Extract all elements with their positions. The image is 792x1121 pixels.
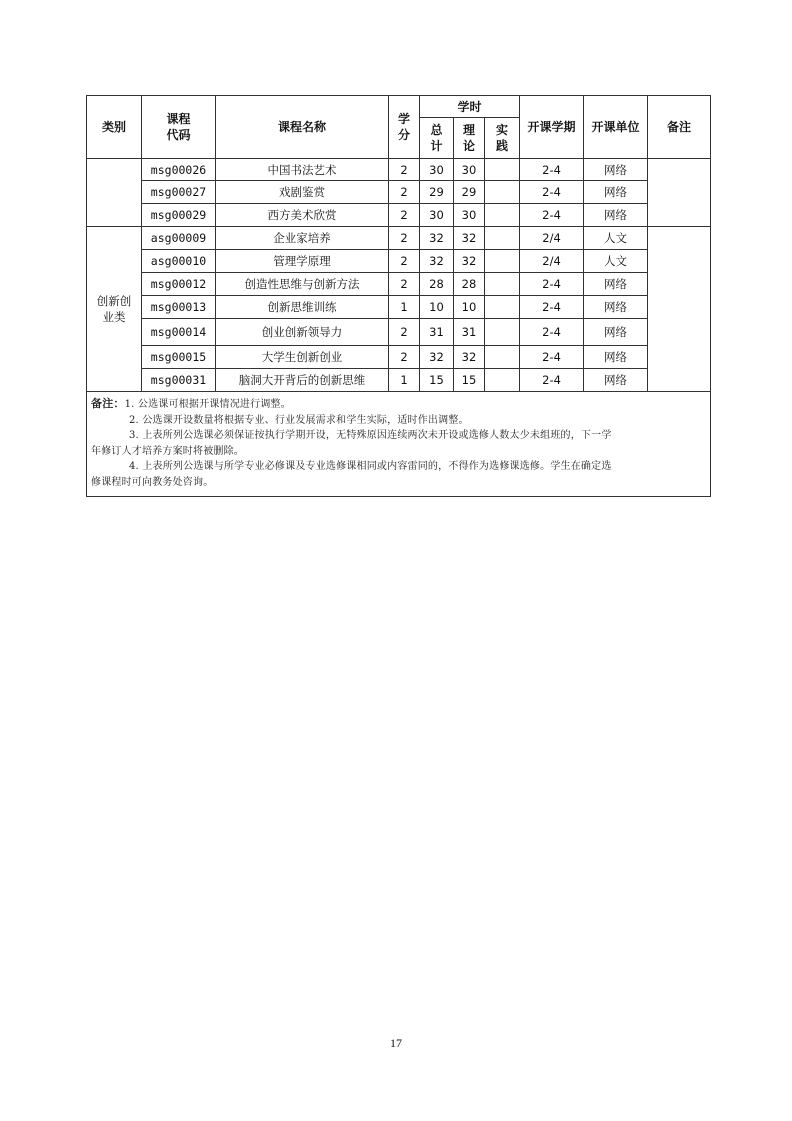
course-credit: 2 [389, 181, 420, 204]
table-row [87, 250, 711, 273]
course-total-hours: 30 [420, 159, 454, 181]
table-row [87, 319, 711, 346]
course-semester: 2-4 [520, 319, 584, 346]
category-innovation-line1: 创新创 [96, 294, 132, 308]
course-total-hours: 10 [420, 296, 454, 319]
course-theory-hours: 32 [454, 250, 485, 273]
course-total-hours: 30 [420, 204, 454, 227]
course-credit: 1 [389, 369, 420, 392]
course-code: msg00012 [142, 273, 216, 296]
header-unit: 开课单位 [584, 96, 648, 159]
note-line-1 [91, 396, 706, 413]
course-name: 企业家培养 [216, 227, 389, 250]
course-semester: 2-4 [520, 369, 584, 392]
course-credit: 2 [389, 227, 420, 250]
course-practice-hours [485, 250, 520, 273]
remarks-cell-group1 [648, 159, 711, 227]
header-practice-hours [485, 118, 520, 159]
header-credit [389, 96, 420, 159]
course-practice-hours [485, 346, 520, 369]
course-total-hours: 32 [420, 227, 454, 250]
header-theory-line2: 论 [462, 139, 475, 153]
note-text-1: 1. 公选课可根据开课情况进行调整。 [124, 399, 291, 410]
header-code-line2: 代码 [166, 128, 191, 142]
header-category: 类别 [87, 96, 142, 159]
page-number: 17 [390, 1036, 402, 1050]
course-practice-hours [485, 159, 520, 181]
course-name: 管理学原理 [216, 250, 389, 273]
course-credit: 2 [389, 319, 420, 346]
course-unit: 人文 [584, 227, 648, 250]
course-name: 创新思维训练 [216, 296, 389, 319]
course-practice-hours [485, 204, 520, 227]
table-row [87, 346, 711, 369]
course-theory-hours: 28 [454, 273, 485, 296]
course-name: 中国书法艺术 [216, 159, 389, 181]
header-credit-line1: 学 [397, 112, 410, 126]
course-credit: 2 [389, 204, 420, 227]
course-practice-hours [485, 273, 520, 296]
course-unit: 网络 [584, 319, 648, 346]
course-name: 创业创新领导力 [216, 319, 389, 346]
course-code: msg00026 [142, 159, 216, 181]
course-name: 大学生创新创业 [216, 346, 389, 369]
header-course-name: 课程名称 [216, 96, 389, 159]
course-total-hours: 29 [420, 181, 454, 204]
table-row [87, 181, 711, 204]
note-line-3a: 3. 上表所列公选课必须保证按执行学期开设，无特殊原因连续两次未开设或选修人数太少未组班的，下一学 [129, 430, 612, 441]
course-unit: 人文 [584, 250, 648, 273]
course-semester: 2-4 [520, 204, 584, 227]
header-practice-line2: 践 [496, 139, 509, 153]
course-total-hours: 28 [420, 273, 454, 296]
header-code-line1: 课程 [166, 112, 191, 126]
header-total-line2: 计 [430, 139, 443, 153]
course-theory-hours: 29 [454, 181, 485, 204]
course-unit: 网络 [584, 273, 648, 296]
notes-title: 备注： [91, 397, 125, 410]
course-theory-hours: 15 [454, 369, 485, 392]
course-practice-hours [485, 227, 520, 250]
header-total-hours [420, 118, 454, 159]
course-unit: 网络 [584, 181, 648, 204]
table-row [87, 296, 711, 319]
course-name: 戏剧鉴赏 [216, 181, 389, 204]
header-theory-hours [454, 118, 485, 159]
course-credit: 1 [389, 296, 420, 319]
table-row [87, 204, 711, 227]
course-name: 西方美术欣赏 [216, 204, 389, 227]
course-theory-hours: 32 [454, 346, 485, 369]
header-theory-line1: 理 [462, 123, 475, 137]
course-table-container [86, 95, 710, 497]
course-unit: 网络 [584, 296, 648, 319]
course-semester: 2/4 [520, 227, 584, 250]
course-theory-hours: 10 [454, 296, 485, 319]
header-credit-line2: 分 [397, 128, 410, 142]
course-semester: 2-4 [520, 181, 584, 204]
course-code: msg00031 [142, 369, 216, 392]
course-code: msg00015 [142, 346, 216, 369]
header-remarks: 备注 [648, 96, 711, 159]
course-total-hours: 32 [420, 250, 454, 273]
category-cell-group1 [87, 159, 142, 227]
course-name: 脑洞大开背后的创新思维 [216, 369, 389, 392]
course-code: asg00009 [142, 227, 216, 250]
note-line-4b: 修课程时可向教务处咨询。 [91, 476, 214, 488]
course-code: msg00014 [142, 319, 216, 346]
table-row [87, 369, 711, 392]
notes-cell [87, 392, 711, 497]
header-total-line1: 总 [430, 123, 443, 137]
header-course-code [142, 96, 216, 159]
remarks-cell-innovation [648, 227, 711, 392]
course-total-hours: 31 [420, 319, 454, 346]
header-semester: 开课学期 [520, 96, 584, 159]
course-semester: 2-4 [520, 346, 584, 369]
table-row [87, 159, 711, 181]
course-name: 创造性思维与创新方法 [216, 273, 389, 296]
course-code: msg00013 [142, 296, 216, 319]
course-practice-hours [485, 369, 520, 392]
notes-row [87, 392, 711, 497]
course-unit: 网络 [584, 204, 648, 227]
course-code: asg00010 [142, 250, 216, 273]
course-unit: 网络 [584, 159, 648, 181]
course-table [86, 95, 711, 497]
note-line-3b: 年修订人才培养方案时将被删除。 [91, 445, 244, 457]
course-unit: 网络 [584, 369, 648, 392]
course-semester: 2-4 [520, 159, 584, 181]
course-credit: 2 [389, 250, 420, 273]
course-theory-hours: 30 [454, 204, 485, 227]
course-credit: 2 [389, 273, 420, 296]
course-practice-hours [485, 296, 520, 319]
course-semester: 2-4 [520, 273, 584, 296]
note-line-4a: 4. 上表所列公选课与所学专业必修课及专业选修课相同或内容雷同的，不得作为选修课选修。学生在确定选 [129, 461, 612, 472]
course-semester: 2-4 [520, 296, 584, 319]
course-credit: 2 [389, 346, 420, 369]
table-row [87, 227, 711, 250]
course-practice-hours [485, 319, 520, 346]
course-code: msg00027 [142, 181, 216, 204]
course-theory-hours: 31 [454, 319, 485, 346]
course-theory-hours: 30 [454, 159, 485, 181]
course-credit: 2 [389, 159, 420, 181]
header-practice-line1: 实 [496, 123, 509, 137]
note-line-2: 2. 公选课开设数量将根据专业、行业发展需求和学生实际，适时作出调整。 [129, 414, 469, 426]
category-innovation-line2: 业类 [102, 310, 126, 324]
course-semester: 2/4 [520, 250, 584, 273]
category-cell-innovation [87, 227, 142, 392]
course-theory-hours: 32 [454, 227, 485, 250]
header-hours: 学时 [420, 96, 520, 118]
table-row [87, 273, 711, 296]
course-total-hours: 15 [420, 369, 454, 392]
course-total-hours: 32 [420, 346, 454, 369]
course-code: msg00029 [142, 204, 216, 227]
course-unit: 网络 [584, 346, 648, 369]
course-practice-hours [485, 181, 520, 204]
